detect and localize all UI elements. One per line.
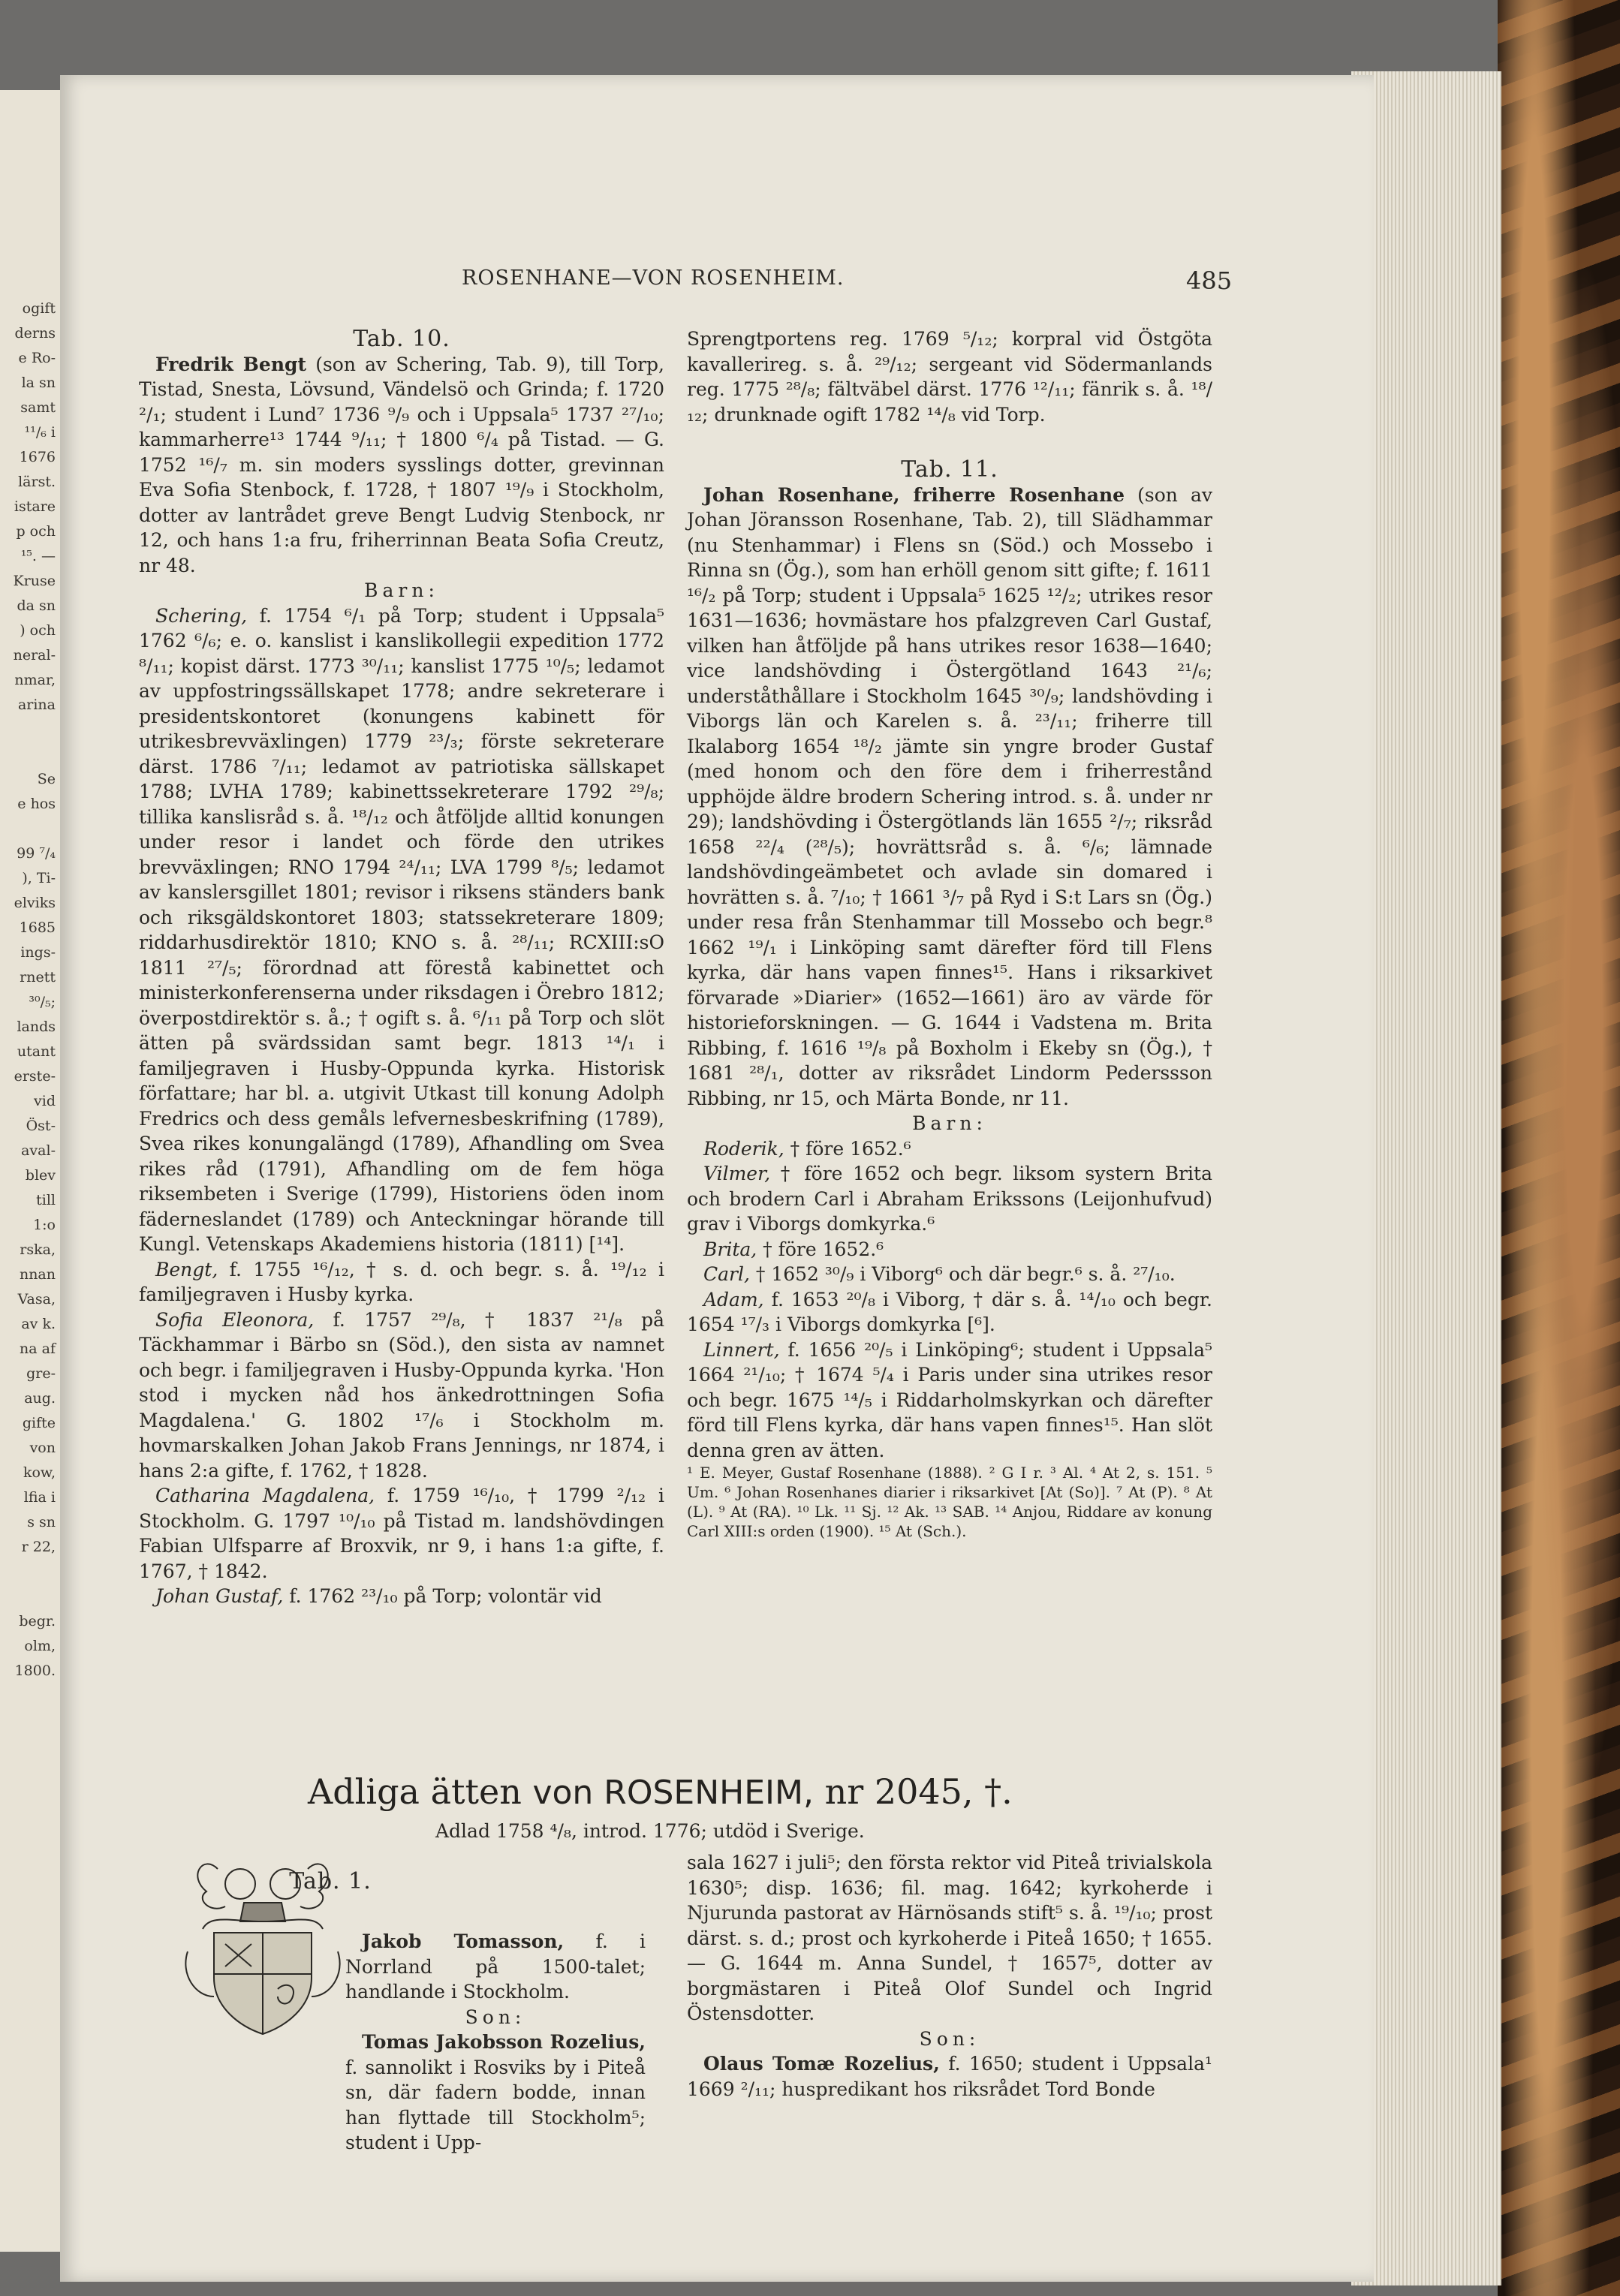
right-column bbox=[687, 326, 1212, 1541]
left-margin-fragment: kow, bbox=[23, 1464, 56, 1481]
book-edge-marbling bbox=[1498, 0, 1620, 2296]
left-column bbox=[139, 326, 664, 1609]
title-prefix: Adliga ätten bbox=[308, 1771, 522, 1812]
left-margin-fragment: lfia i bbox=[23, 1489, 56, 1506]
page-header bbox=[60, 266, 1374, 296]
left-margin-fragment: ), Ti- bbox=[22, 870, 56, 886]
left-margin-fragment: na af bbox=[20, 1341, 56, 1357]
paragraph-catharina-magdalena bbox=[139, 1483, 664, 1584]
page-stack-edge bbox=[1351, 71, 1501, 2285]
text-vilmer: † före 1652 och begr. liksom systern Brita och brodern Carl i Abraham Erikssons (Leijonhufvud) grav i Viborgs domkyrka.⁶ bbox=[687, 1163, 1212, 1235]
left-margin-fragment: aug. bbox=[24, 1390, 56, 1407]
text-carl: † 1652 ³⁰/₉ i Viborg⁶ och där begr.⁶ s. å. ²⁷/₁₀. bbox=[749, 1263, 1176, 1285]
paragraph-rozelius-continued: sala 1627 i juli⁵; den första rektor vid Piteå trivialskola 1630⁵; disp. 1636; fil. mag. 1642; kyrkoherde i Njurunda pastorat av Härnösands stift⁵ s. å. ¹⁹/₁₀; prost därst. s. d.; prost och kyrkoherde i Piteå 1650; † 1655. — G. 1644 m. Anna Sundel, † 1657⁵, dotter av borgmästaren i Piteå Olof Sundel och Ingrid Östensdotter. bbox=[687, 1852, 1212, 2024]
left-margin-fragment: 1:o bbox=[33, 1217, 56, 1233]
text-schering: f. 1754 ⁶/₁ på Torp; student i Uppsala⁵ 1762 ⁶/₆; e. o. kanslist i kanslikollegii expedition 1772 ⁸/₁₁; kopist därst. 1773 ³⁰/₁₁; kanslist 1775 ¹⁰/₅; ledamot av uppfostringssällskapet 1778; andre sekreterare i presidentskontoret (konungens kabinett för utrikesbrevväxlingen) 1779 ²³/₃; förste sekreterare därst. 1786 ⁷/₁₁; ledamot av patriotiska sällskapet 1788; LVHA 1789; kabinettssekreterare 1792 ²⁹/₈; tillika kanslisråd s. å. ¹⁸/₁₂ och åtföljde alltid konungen under resor i landet och förde den utrikes brevväxlingen; RNO 1794 ²⁴/₁₁; LVA 1799 ⁸/₅; ledamot av kanslersgillet 1801; revisor i riksens ständers bank och riksgäldskontoret 1803; statssekreterare 1809; riddarhusdirektör 1810; KNO s. å. ²⁸/₁₁; RCXIII:sO 1811 ²⁷/₅; förordnad att förestå kabinettet och ministerkonferenserna under riksdagen i Örebro 1812; överpostdirektör s. å.; † ogift s. å. ⁶/₁₁ på Torp och slöt ätten på svärdssidan samt begr. 1813 ¹⁴/₁ i familjegraven i Husby-Oppunda kyrka. Historisk författare; har bl. a. utgivit Utkast till konung Adolph Fredrics och dess gemåls lefvernesbeskrifning (1789), Svea rikes konungalängd (1789), Afhandling om Svea rikes råd (1791), Afhandling om de fem höga riksembeten i Sverige (1799), Historiens öden inom fäderneslandet (1789) och Anteckningar hörande till Kungl. Vetenskaps Akademiens historia (1811) [¹⁴]. bbox=[139, 604, 664, 1255]
child-carl bbox=[687, 1262, 1212, 1287]
text-johan-gustaf: f. 1762 ²³/₁₀ på Torp; volontär vid bbox=[283, 1585, 602, 1607]
left-margin-fragment: s sn bbox=[27, 1514, 56, 1530]
left-margin-fragment: till bbox=[36, 1192, 56, 1208]
paragraph-bengt bbox=[139, 1257, 664, 1307]
text-olaus-rozelius: f. 1650; student i Uppsala¹ 1669 ²/₁₁; huspredikant hos riksrådet Tord Bonde bbox=[687, 2053, 1212, 2100]
left-margin-fragment: erste- bbox=[14, 1068, 56, 1085]
left-margin-fragment: 1676 bbox=[19, 449, 56, 465]
left-margin-fragment: Se bbox=[37, 771, 56, 787]
name-olaus-rozelius: Olaus Tomæ Rozelius, bbox=[703, 2053, 940, 2075]
left-margin-fragment: r 22, bbox=[21, 1539, 56, 1555]
left-margin-fragment: ) och bbox=[20, 622, 56, 639]
text-jakob-tomasson: f. i Norrland på 1500-talet; handlande i Stockholm. bbox=[345, 1930, 646, 2003]
son-label-2: Son: bbox=[919, 2027, 980, 2050]
name-carl: Carl, bbox=[703, 1263, 750, 1285]
tab-1-heading: Tab. 1. bbox=[289, 1868, 372, 1894]
left-margin-fragment: gifte bbox=[22, 1415, 56, 1431]
name-tomas-rozelius: Tomas Jakobsson Rozelius, bbox=[362, 2031, 646, 2053]
name-schering: Schering, bbox=[155, 604, 248, 627]
left-margin-fragment: vid bbox=[34, 1093, 56, 1109]
name-fredrik-bengt: Fredrik Bengt bbox=[155, 353, 307, 375]
left-margin-fragment: von bbox=[29, 1440, 56, 1456]
left-margin-fragment: Öst- bbox=[26, 1118, 56, 1134]
paragraph-johan-gustaf bbox=[139, 1584, 664, 1609]
left-margin-fragment: da sn bbox=[17, 597, 56, 614]
child-adam bbox=[687, 1287, 1212, 1338]
left-margin-fragment: rnett bbox=[20, 969, 56, 986]
text-johan-rosenhane: (son av Johan Jöransson Rosenhane, Tab. 2), till Slädhammar (nu Stenhammar) i Flens sn (Söd.) och Mossebo i Rinna sn (Ög.), som han erhöll genom sitt gifte; f. 1611 ¹⁶/₂ på Torp; student i Uppsala⁵ 1625 ¹²/₂; utrikes resor 1631—1636; hovmästare hos pfalzgreven Carl Gustaf, vilken han åtföljde på hans utrikes resor 1638—1640; vice landshövding i Östergötland 1643 ²¹/₆; underståthållare i Stockholm 1645 ³⁰/₉; landshövding i Viborgs län och Karelen s. å. ²³/₁₁; friherre till Ikalaborg 1654 ¹⁸/₂ jämte sin yngre broder Gustaf (med honom och den före dem i friherrestånd upphöjde äldre brodern Schering introd. s. å. under nr 29); landshövding i Östergötlands län 1655 ²/₇; riksråd 1658 ²²/₄ (²⁸/₅); hovrättsråd s. å. ⁶/₆; lämnade landshövdingeämbetet och avlade sin domared i hovrätten s. å. ⁷/₁₀; † 1661 ³/₇ på Ryd i S:t Lars sn (Ög.) under resa från Stenhammar till Mossebo och begr.⁸ 1662 ¹⁹/₁ i Linköping samt därefter förd till Flens kyrka, där hans vapen finnes¹⁵. Hans i riksarkivet förvarade »Diarier» (1652—1661) äro av värde för historieforskningen. — G. 1644 i Vadstena m. Brita Ribbing, f. 1616 ¹⁹/₈ på Boxholm i Ekeby sn (Ög.), † 1681 ²⁸/₁, dotter av riksrådet Lindorm Pederssson Ribbing, nr 15, och Märta Bonde, nr 11. bbox=[687, 483, 1212, 1109]
name-johan-rosenhane: Johan Rosenhane, friherre Rosenhane bbox=[703, 483, 1125, 506]
section-title bbox=[308, 1771, 1209, 1812]
left-margin-fragment: av k. bbox=[21, 1316, 56, 1332]
lower-left-column bbox=[173, 1869, 398, 1894]
text-adam: f. 1653 ²⁰/₈ i Viborg, † där s. å. ¹⁴/₁₀ och begr. 1654 ¹⁷/₃ i Viborgs domkyrka [⁶]. bbox=[687, 1288, 1212, 1335]
son-label: Son: bbox=[465, 2006, 526, 2028]
text-bengt: f. 1755 ¹⁶/₁₂, † s. d. och begr. s. å. ¹⁹/₁₂ i familjegraven i Husby kyrka. bbox=[139, 1258, 664, 1305]
left-margin-fragment: ¹⁵. — bbox=[20, 548, 56, 564]
left-margin-fragment: 1685 bbox=[19, 919, 56, 936]
paragraph-tomas-rozelius bbox=[345, 2030, 646, 2156]
name-sofia-eleonora: Sofia Eleonora, bbox=[155, 1308, 315, 1331]
text-tomas-rozelius: f. sannolikt i Rosviks by i Piteå sn, där fadern bodde, innan han flyttade till Stockholm⁵; student i Upp- bbox=[345, 2056, 646, 2153]
name-brita: Brita, bbox=[703, 1238, 757, 1260]
left-margin-fragment: samt bbox=[20, 399, 56, 416]
child-linnert bbox=[687, 1338, 1212, 1464]
left-margin-fragment: blev bbox=[25, 1167, 56, 1184]
lower-right-column bbox=[687, 1850, 1212, 2102]
name-catharina-magdalena: Catharina Magdalena, bbox=[155, 1485, 375, 1506]
section-subtitle: Adlad 1758 ⁴/₈, introd. 1776; utdöd i Sverige. bbox=[435, 1820, 865, 1842]
left-margin-fragment: utant bbox=[17, 1043, 56, 1060]
tab-11-heading: Tab. 11. bbox=[901, 456, 998, 483]
left-margin-fragment: 99 ⁷/₄ bbox=[17, 845, 56, 862]
left-margin-fragment: ³⁰/₅; bbox=[29, 994, 56, 1010]
child-roderik bbox=[687, 1136, 1212, 1162]
paragraph-jakob-tomasson bbox=[345, 1929, 646, 2005]
name-jakob-tomasson: Jakob Tomasson, bbox=[362, 1930, 565, 1952]
left-margin-fragment: e hos bbox=[17, 796, 56, 812]
name-adam: Adam, bbox=[703, 1288, 764, 1310]
lower-left-text bbox=[345, 1929, 646, 2156]
left-margin-fragment: ings- bbox=[20, 944, 56, 961]
footnotes: ¹ E. Meyer, Gustaf Rosenhane (1888). ² G I r. ³ Al. ⁴ At 2, s. 151. ⁵ Um. ⁶ Johan Rosenhanes diarier i riksarkivet [At (So)]. ⁷ At (P). ⁸ At (L). ⁹ At (RA). ¹⁰ Lk. ¹¹ Sj. ¹² Ak. ¹³ SAB. ¹⁴ Anjou, Riddare av konung Carl XIII:s orden (1900). ¹⁵ At (Sch.). bbox=[687, 1464, 1212, 1540]
child-brita bbox=[687, 1237, 1212, 1262]
paragraph-fredrik-bengt bbox=[139, 352, 664, 579]
text-fredrik-bengt: (son av Schering, Tab. 9), till Torp, Tistad, Snesta, Lövsund, Vändelsö och Grinda; f. 1720 ²/₁; student i Lund⁷ 1736 ⁹/₉ och i Uppsala⁵ 1737 ²⁷/₁₀; kammarherre¹³ 1744 ⁹/₁₁; † 1800 ⁶/₄ på Tistad. — G. 1752 ¹⁶/₇ m. sin moders sysslings dotter, grevinnan Eva Sofia Stenbock, f. 1728, † 1807 ¹⁹/₉ i Stockholm, dotter av lantrådet greve Bengt Ludvig Stenbock, nr 12, och hans 1:a fru, friherrinnan Beata Sofia Creutz, nr 48. bbox=[139, 353, 665, 576]
left-margin-fragment: istare bbox=[14, 498, 56, 515]
text-sofia-eleonora: f. 1757 ²⁹/₈, † 1837 ²¹/₈ på Täckhammar i Bärbo sn (Söd.), den sista av namnet och begr. i familjegraven i Husby-Oppunda kyrka. 'Hon stod i mycken nåd hos änkedrottningen Sofia Magdalena.' G. 1802 ¹⁷/₆ i Stockholm m. hovmarskalken Johan Jakob Frans Jennings, nr 1874, i hans 2:a gifte, f. 1762, † 1828. bbox=[139, 1308, 665, 1482]
text-catharina-magdalena: f. 1759 ¹⁶/₁₀, † 1799 ²/₁₂ i Stockholm. G. 1797 ¹⁰/₁₀ på Tistad m. landshövdingen Fabian Ulfsparre af Broxvik, nr 9, i hans 1:a gifte, f. 1767, † 1842. bbox=[139, 1485, 664, 1582]
name-roderik: Roderik, bbox=[703, 1137, 784, 1160]
left-margin-fragment: lands bbox=[17, 1019, 56, 1035]
text-roderik: † före 1652.⁶ bbox=[784, 1137, 911, 1160]
text-linnert: f. 1656 ²⁰/₅ i Linköping⁶; student i Uppsala⁵ 1664 ²¹/₁₀; † 1674 ⁵/₄ i Paris under sina utrikes resor och begr. 1675 ¹⁴/₅ i Riddarholmskyrkan och därefter förd till Flens kyrka, där hans vapen finnes¹⁵. Han slöt denna gren av ätten. bbox=[687, 1338, 1212, 1461]
barn-label-2: Barn: bbox=[912, 1112, 987, 1134]
left-margin-fragment: elviks bbox=[14, 895, 56, 911]
name-johan-gustaf: Johan Gustaf, bbox=[155, 1585, 284, 1607]
running-head: ROSENHANE—VON ROSENHEIM. bbox=[462, 266, 845, 290]
barn-label: Barn: bbox=[364, 579, 439, 601]
left-margin-fragment: olm, bbox=[24, 1638, 56, 1654]
book-page bbox=[60, 75, 1374, 2282]
paragraph-continuation: Sprengtportens reg. 1769 ⁵/₁₂; korpral vid Östgöta kavallerireg. s. å. ²⁹/₁₂; sergeant vid Södermanlands reg. 1775 ²⁸/₈; fältväbel därst. 1776 ¹²/₁₁; fänrik s. å. ¹⁸/₁₂; drunknade ogift 1782 ¹⁴/₈ vid Torp. bbox=[687, 328, 1212, 426]
page-number: 485 bbox=[1186, 266, 1233, 295]
paragraph-sofia-eleonora bbox=[139, 1307, 664, 1484]
left-margin-fragment: nmar, bbox=[14, 672, 56, 688]
left-margin-fragment: e Ro- bbox=[18, 350, 56, 366]
left-margin-fragment: arina bbox=[17, 697, 56, 713]
left-margin-fragment: derns bbox=[14, 325, 56, 342]
text-brita: † före 1652.⁶ bbox=[757, 1238, 884, 1260]
left-margin-fragment: Vasa, bbox=[17, 1291, 56, 1307]
left-margin-fragment: nnan bbox=[19, 1266, 56, 1283]
left-margin-fragment: aval- bbox=[21, 1142, 56, 1159]
paragraph-olaus-rozelius bbox=[687, 2051, 1212, 2102]
title-suffix: nr 2045, †. bbox=[824, 1771, 1013, 1812]
name-vilmer: Vilmer, bbox=[703, 1163, 771, 1184]
left-margin-fragment: Kruse bbox=[13, 573, 56, 589]
left-margin-fragment: p och bbox=[16, 523, 56, 540]
child-vilmer bbox=[687, 1161, 1212, 1237]
tab-10-heading: Tab. 10. bbox=[353, 326, 450, 352]
adjacent-page-fragment bbox=[0, 90, 60, 2252]
left-margin-fragment: rska, bbox=[20, 1241, 56, 1258]
left-margin-fragment: 1800. bbox=[14, 1663, 56, 1679]
left-margin-fragment: la sn bbox=[21, 375, 56, 391]
left-margin-fragment: lärst. bbox=[18, 474, 56, 490]
family-name: von ROSENHEIM, bbox=[532, 1774, 814, 1812]
paragraph-johan-rosenhane bbox=[687, 483, 1212, 1112]
left-margin-fragment: ¹¹/₆ i bbox=[24, 424, 56, 441]
left-margin-fragment: neral- bbox=[13, 647, 56, 664]
left-margin-fragment: begr. bbox=[19, 1613, 56, 1629]
left-margin-fragment: ogift bbox=[22, 300, 56, 317]
name-linnert: Linnert, bbox=[703, 1338, 780, 1361]
left-margin-fragment: gre- bbox=[26, 1365, 56, 1382]
paragraph-schering bbox=[139, 603, 664, 1257]
name-bengt: Bengt, bbox=[155, 1258, 218, 1280]
